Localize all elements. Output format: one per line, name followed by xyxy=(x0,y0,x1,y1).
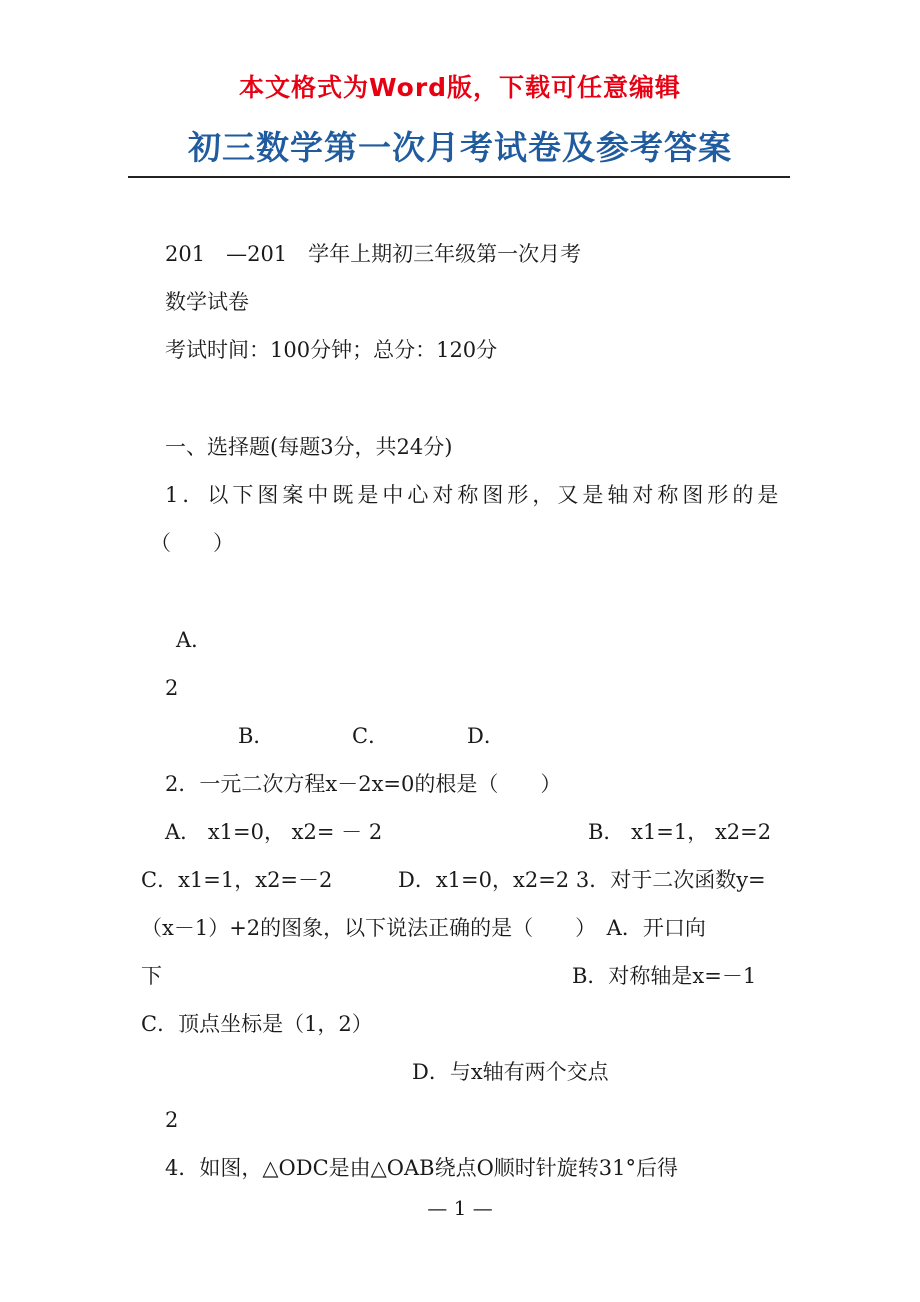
section-heading: 一、选择题(每题3分，共24分) xyxy=(165,435,453,459)
exam-info: 考试时间：100分钟；总分：120分 xyxy=(165,338,498,362)
q1-paren: （ ） xyxy=(150,531,234,555)
q3-option-b: B．对称轴是x=－1 xyxy=(572,964,757,988)
document-title: 初三数学第一次月考试卷及参考答案 xyxy=(188,128,732,167)
subject-line: 数学试卷 xyxy=(165,290,249,314)
q1-stem: 1．以下图案中既是中心对称图形，又是轴对称图形的是 xyxy=(165,483,783,507)
q3-option-d: D．与x轴有两个交点 xyxy=(412,1060,609,1084)
q2-option-b: B． x1=1， x2=2 xyxy=(588,820,772,844)
q3-option-a-end: 下 xyxy=(141,964,162,988)
year-line: 201 —201 学年上期初三年级第一次月考 xyxy=(165,242,582,266)
q3-option-c: C．顶点坐标是（1，2） xyxy=(141,1012,373,1036)
q3-sup-2: 2 xyxy=(165,1108,179,1132)
q1-sup-2: 2 xyxy=(165,676,179,700)
q1-option-a: A． xyxy=(176,628,213,652)
q2-option-a: A． x1=0， x2= － 2 xyxy=(165,820,383,844)
page-number: — 1 — xyxy=(427,1196,493,1220)
q1-option-d: D． xyxy=(467,724,505,748)
q2-option-c: C．x1=1，x2=－2 xyxy=(141,868,333,892)
download-banner: 本文格式为Word版，下载可任意编辑 xyxy=(238,73,682,102)
q1-option-c: C． xyxy=(352,724,390,748)
q2-stem: 2．一元二次方程x－2x=0的根是（ ） xyxy=(165,772,562,796)
q1-option-b: B． xyxy=(238,724,275,748)
q4-stem: 4．如图，△ODC是由△OAB绕点O顺时针旋转31°后得 xyxy=(165,1156,679,1180)
q3-stem-cont: （x－1）+2的图象，以下说法正确的是（ ） A．开口向 xyxy=(141,916,706,940)
title-divider xyxy=(128,176,790,178)
q2-option-d-q3-stem: D．x1=0，x2=2 3．对于二次函数y= xyxy=(398,868,766,892)
